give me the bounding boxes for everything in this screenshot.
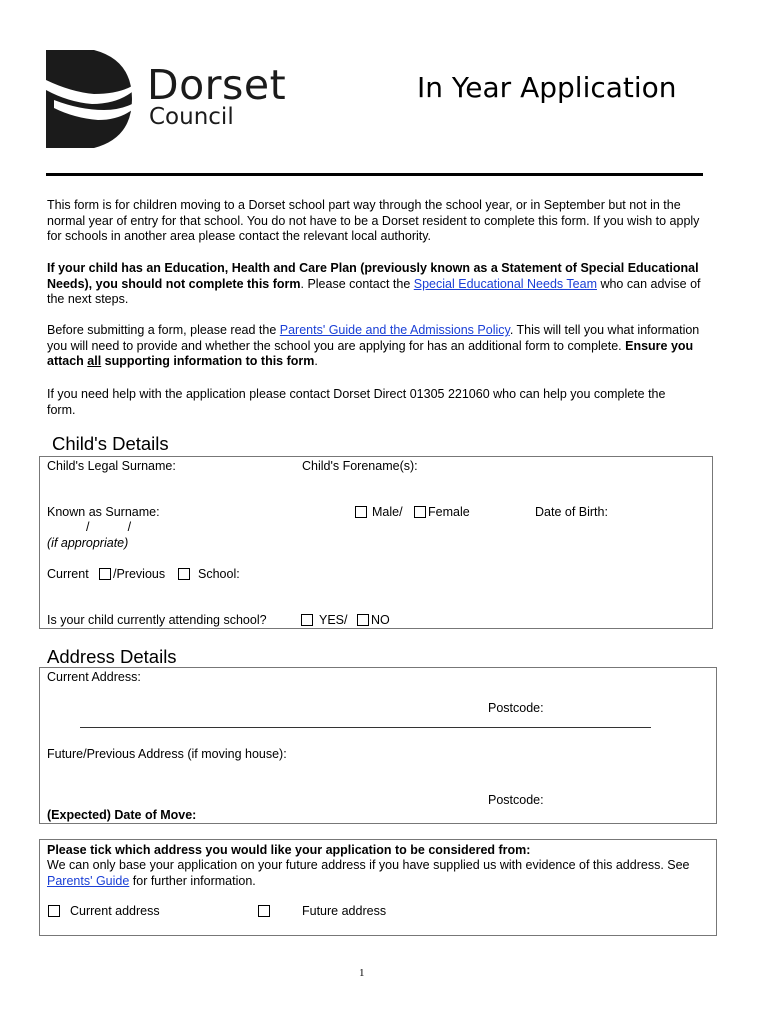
ehcp-paragraph: If your child has an Education, Health and Care Plan (previously known as a Statement of Special Educational Needs), you should not complete this form. Please contact the Special Educational Needs Team who can advise of the next steps. xyxy=(47,261,701,306)
consideration-heading: Please tick which address you would like your application to be considered from: xyxy=(47,843,531,857)
if-appropriate-note: (if appropriate) xyxy=(47,536,129,550)
previous-label: /Previous xyxy=(113,567,166,581)
current-school-checkbox[interactable] xyxy=(99,568,111,580)
previous-school-checkbox[interactable] xyxy=(178,568,190,580)
address-divider xyxy=(80,727,651,728)
female-label: Female xyxy=(428,505,470,519)
date-of-birth-label: Date of Birth: xyxy=(535,505,608,519)
current-postcode-label: Postcode: xyxy=(488,701,544,715)
legal-surname-label: Child's Legal Surname: xyxy=(47,459,176,473)
header-rule xyxy=(46,173,703,176)
future-address-option-label: Future address xyxy=(302,904,387,918)
current-label: Current xyxy=(47,567,89,581)
current-address-checkbox[interactable] xyxy=(48,905,60,917)
current-address-option-label: Current address xyxy=(70,904,160,918)
known-as-surname-label: Known as Surname: xyxy=(47,505,160,519)
page-number: 1 xyxy=(359,967,365,979)
guide-paragraph: Before submitting a form, please read the Parents' Guide and the Admissions Policy. This will tell you what information you will need to provide and whether the school you are applying for has an additional form to complete. Ensure you attach all supporting information to this form. xyxy=(47,323,700,368)
address-details-box xyxy=(39,667,717,824)
yes-label: YES/ xyxy=(319,613,348,627)
parents-guide-link[interactable]: Parents' Guide xyxy=(47,873,130,888)
date-separators: / / xyxy=(86,520,132,534)
future-address-checkbox[interactable] xyxy=(258,905,270,917)
sen-team-link[interactable]: Special Educational Needs Team xyxy=(413,276,597,291)
future-address-label: Future/Previous Address (if moving house): xyxy=(47,747,287,761)
logo-wordmark-council: Council xyxy=(149,104,234,130)
forenames-label: Child's Forename(s): xyxy=(302,459,418,473)
attending-no-checkbox[interactable] xyxy=(357,614,369,626)
attending-yes-checkbox[interactable] xyxy=(301,614,313,626)
intro-paragraph: This form is for children moving to a Dorset school part way through the school year, or in September but not in the normal year of entry for that school. You do not have to be a Dorset resident to complete this form. If you wish to apply for schools in another area please contact the relevant local authority. xyxy=(47,198,700,243)
consideration-text: We can only base your application on your future address if you have supplied us with evidence of this address. See Parents' Guide for further information. xyxy=(47,858,690,888)
female-checkbox[interactable] xyxy=(414,506,426,518)
page-title: In Year Application xyxy=(417,71,677,104)
childs-details-title: Child's Details xyxy=(52,433,169,454)
dorset-logo-mark-icon xyxy=(46,50,132,148)
attending-school-question: Is your child currently attending school? xyxy=(47,613,267,627)
childs-details-box xyxy=(39,456,713,629)
dorset-council-logo xyxy=(46,50,132,148)
future-postcode-label: Postcode: xyxy=(488,793,544,807)
school-label: School: xyxy=(198,567,240,581)
help-paragraph: If you need help with the application please contact Dorset Direct 01305 221060 who can help you complete the form. xyxy=(47,387,666,417)
date-of-move-label: (Expected) Date of Move: xyxy=(47,808,197,822)
no-label: NO xyxy=(371,613,390,627)
parents-guide-policy-link[interactable]: Parents' Guide and the Admissions Policy xyxy=(279,323,510,337)
logo-wordmark-dorset: Dorset xyxy=(147,61,287,109)
male-checkbox[interactable] xyxy=(355,506,367,518)
current-address-label: Current Address: xyxy=(47,670,141,684)
ehcp-warning: If your child has an Education, Health and Care Plan (previously known as a Statement of Special Educational Needs), you should not complete this form xyxy=(47,261,699,291)
address-details-title: Address Details xyxy=(47,646,177,667)
male-label: Male/ xyxy=(372,505,403,519)
